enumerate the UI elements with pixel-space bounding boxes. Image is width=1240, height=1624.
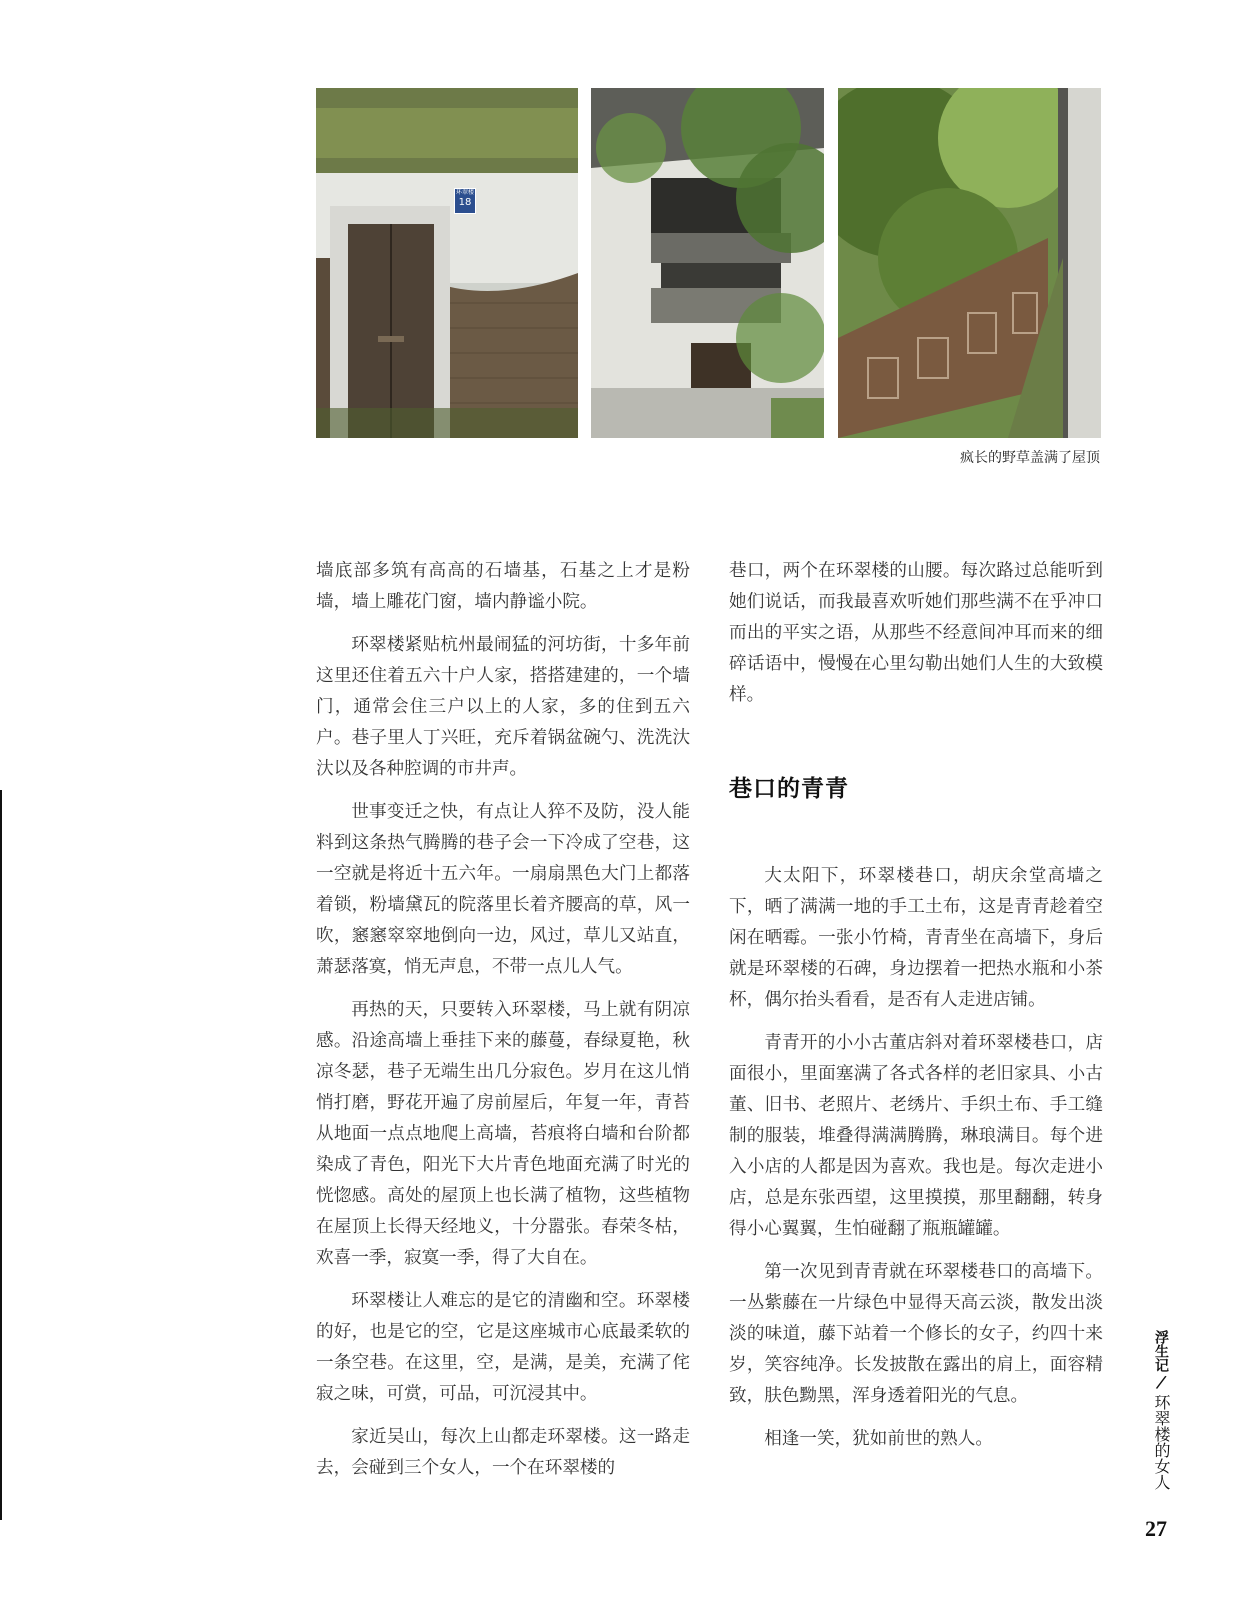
photo-old-house [591,88,824,438]
section-body [729,861,1103,1455]
paragraph: 第一次见到青青就在环翠楼巷口的高墙下。一丛紫藤在一片绿色中显得天高云淡，散发出淡淡的味道，藤下站着一个修长的女子，约四十来岁，笑容纯净。长发披散在露出的肩上，面容精致，肤色黝黑，浑身透着阳光的气息。 [729,1262,1103,1406]
photo-overgrown-alley [838,88,1101,438]
photo-caption: 疯长的野草盖满了屋顶 [960,449,1100,465]
paragraph: 大太阳下，环翠楼巷口，胡庆余堂高墙之下，晒了满满一地的手工土布，这是青青趁着空闲在晒霉。一张小竹椅，青青坐在高墙下，身后就是环翠楼的石碑，身边摆着一把热水瓶和小茶杯，偶尔抬头看看，是否有人走进店铺。 [729,866,1103,1010]
paragraph: 青青开的小小古董店斜对着环翠楼巷口，店面很小，里面塞满了各式各样的老旧家具、小古董、旧书、老照片、老绣片、手织土布、手工缝制的服装，堆叠得满满腾腾，琳琅满目。每个进入小店的人都是因为喜欢。我也是。每次走进小店，总是东张西望，这里摸摸，那里翻翻，转身得小心翼翼，生怕碰翻了瓶瓶罐罐。 [729,1033,1103,1239]
paragraph: 相逢一笑，犹如前世的熟人。 [764,1429,993,1449]
house-number-plate [454,188,476,214]
right-column [729,556,1103,1467]
margin-rule [0,790,2,1520]
section-qingqing [729,773,1103,1455]
paragraph: 世事变迁之快，有点让人猝不及防，没人能料到这条热气腾腾的巷子会一下冷成了空巷，这一空就是将近十五六年。一扇扇黑色大门上都落着锁，粉墙黛瓦的院落里长着齐腰高的草，风一吹，窸窸窣窣地倒向一边，风过，草儿又站直，萧瑟落寞，悄无声息，不带一点儿人气。 [316,802,690,977]
house-number: 18 [458,197,472,208]
photo-doorway [316,88,578,438]
paragraph: 环翠楼紧贴杭州最闹猛的河坊街，十多年前这里还住着五六十户人家，搭搭建建的，一个墙门，通常会住三户以上的人家，多的住到五六户。巷子里人丁兴旺，充斥着锅盆碗勺、洗洗汏汏以及各种腔调的市井声。 [316,635,690,779]
series-name: 浮生记 [1153,1330,1169,1372]
paragraph: 家近吴山，每次上山都走环翠楼。这一路走去，会碰到三个女人，一个在环翠楼的 [316,1427,690,1478]
left-column [316,556,690,1496]
paragraph: 墙底部多筑有高高的石墙基，石基之上才是粉墙，墙上雕花门窗，墙内静谧小院。 [316,561,690,612]
title-separator: / [1154,1371,1168,1394]
paragraph: 再热的天，只要转入环翠楼，马上就有阴凉感。沿途高墙上垂挂下来的藤蔓，春绿夏艳，秋凉冬瑟，巷子无端生出几分寂色。岁月在这儿悄悄打磨，野花开遍了房前屋后，年复一年，青苔从地面一点点地爬上高墙，苔痕将白墙和台阶都染成了青色，阳光下大片青色地面充满了时光的恍惚感。高处的屋顶上也长满了植物，这些植物在屋顶上长得天经地义，十分嚣张。春荣冬枯，欢喜一季，寂寞一季，得了大自在。 [316,1000,690,1268]
paragraph: 巷口，两个在环翠楼的山腰。每次路过总能听到她们说话，而我最喜欢听她们那些满不在乎冲口而出的平实之语，从那些不经意间冲耳而来的细碎话语中，慢慢在心里勾勒出她们人生的大致模样。 [729,561,1103,705]
paragraph: 环翠楼让人难忘的是它的清幽和空。环翠楼的好，也是它的空，它是这座城市心底最柔软的一条空巷。在这里，空，是满，是美，充满了侘寂之味，可赏，可品，可沉浸其中。 [316,1291,690,1404]
article-title: 环翠楼的女人 [1152,1394,1171,1490]
house-plate-label: 环翠楼 [455,189,474,196]
section-title: 巷口的青青 [729,775,849,802]
page-number: 27 [1145,1516,1167,1541]
running-title [1151,1330,1171,1490]
